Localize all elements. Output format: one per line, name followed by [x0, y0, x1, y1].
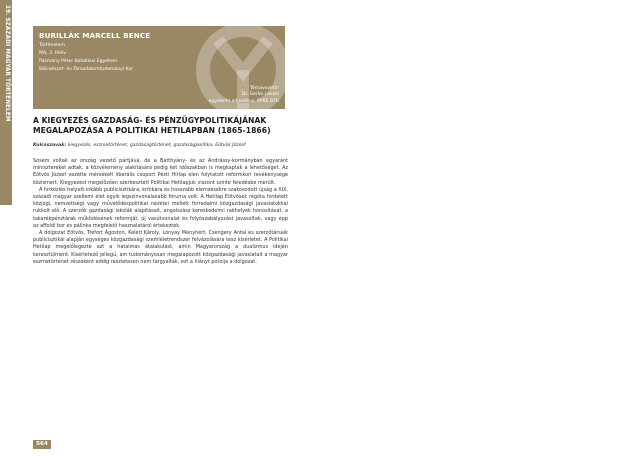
meta-field: Történelem [39, 43, 65, 48]
supervisor-label: Témavezető: [249, 86, 279, 91]
keywords-line [33, 143, 288, 148]
supervisor-name: Dr. Gerlei László [241, 92, 279, 98]
keywords-text: kiegyezés, eszmetörténet, gazdaságtörténet, gazdaságpolitika, Eötvös József [67, 143, 246, 148]
keywords-label: Kulcsszavak: [33, 143, 67, 148]
author-name: BURILLÁK MARCELL BENCE [39, 31, 151, 40]
paragraph: A hírközlés helyett inkább publicisztikára, kritikára és hosszabb elemzésekre szakosodott újság a XIX. századi magyar szellemi élet egyik legszínvonalasabb fóruma volt. A Hetilap Eötvösék régóta hirdetett közjogi, nemzetiségi vagy művelődéspolitikai nézetei mellett forradalmi közgazdasági javaslatokkal rukkolt elő. A szerzők gazdasági iskolák alapításait, angolszász kereskedelmi rakhelyek honosítását, a takarékpénztárak működésének reformját, új vasútvonalat és folyószabályozást javasoltak, vagy épp az affoldi bor és pálinka megfelelő hasznalatárol értekeztek. [33, 186, 288, 229]
paragraph: A dolgozat Eötvös, Trefort Ágoston, Keleti Károly, Lónyay Menyhért, Csengery Antal és szerzőtársaik publicisztikái alapján egységes közgazdasági szemléletrendszer felvázolására tesz kísérletet. A Politikai Hetilap megelőlegezte azt a hatalmas átalakulást, amin Magyarország a dualizmus idején keresztülment. Kísérletező jellegű, am tudományosan megalapozott közgazdasági javaslatait a magyar eszmetörténet részeként eddig részletesen nem tárgyalták, ezt a hiányt pótolja a dolgozat. [33, 230, 288, 265]
abstract-body [33, 158, 288, 266]
supervisor-block [208, 86, 279, 105]
article-title: A KIEGYEZÉS GAZDASÁG- ÉS PÉNZÜGYPOLITIKÁJÁNAK MEGALAPOZÁSA A POLITIKAI HETILAPBAN (1865-1866) [33, 116, 271, 135]
meta-semester: MA, 3. félév [39, 51, 67, 57]
side-margin [0, 0, 17, 456]
paragraph: Sosem voltak az ország vezető pártjává, de a Batthyány- és az Andrássy-kormányban egyaránt minisztereket adtak, a közvélemény alakítására pedig két időszakban is megkaptak a lehetőséget. Az Eötvös József vezette mérsékelt liberális csoport Pesti Hírlap elen folytatott reformkori tevékenysége közismert. Kiegyezést megelőzően szerkesztett Politikai Hetilapjuk viszont szinte feledésbe merült. [33, 158, 288, 186]
section-label: 19. SZÁZADI MAGYAR TÖRTÉNELEM [4, 5, 11, 122]
meta-faculty: Bölcsészet- és Társadalomtudományi Kar [39, 67, 134, 73]
author-header-box [33, 26, 285, 109]
page-number: 564 [33, 440, 51, 449]
meta-university: Pázmány Péter Katolikus Egyetem [39, 59, 118, 65]
supervisor-title: egyetemi adjunktus, PPKE BTK [208, 98, 279, 104]
author-meta [39, 42, 133, 74]
